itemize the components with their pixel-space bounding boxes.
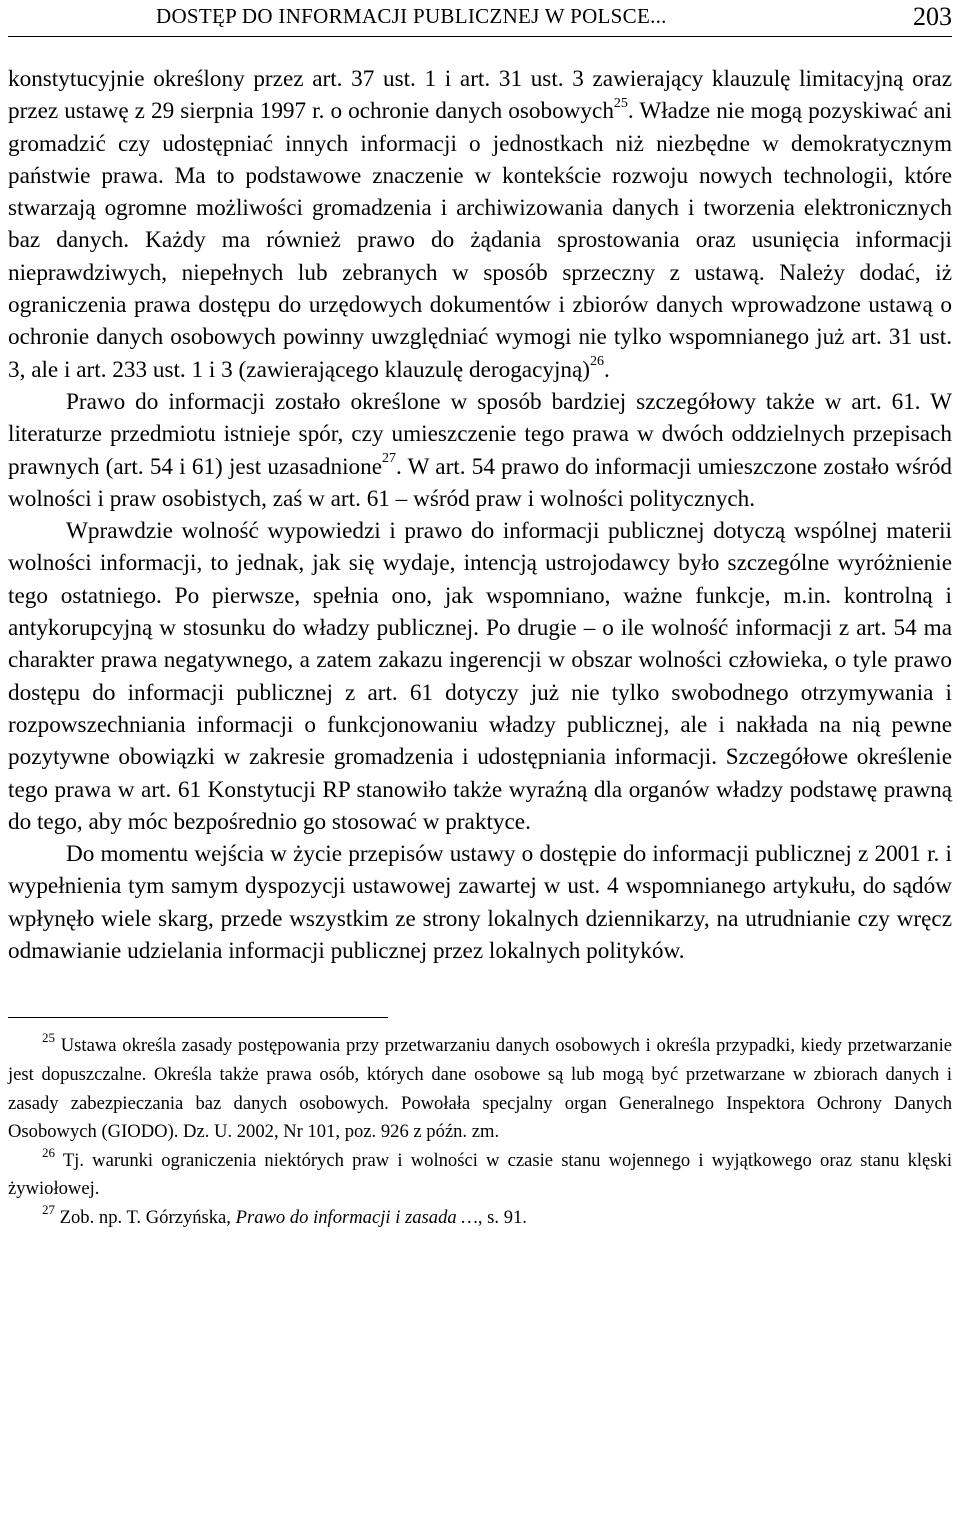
footnote-27 — [8, 1201, 952, 1233]
paragraph-3: Wprawdzie wolność wypowiedzi i prawo do informacji publicznej dotyczą wspólnej materii wolności informacji, to jednak, jak się wydaje, intencją ustrojodawcy było szczególne wyróżnienie tego ostatniego. Po pierwsze, spełnia ono, jak wspomniano, ważne funkcje, m.in. kontrolną i antykorupcyjną w stosunku do władzy publicznej. Po drugie – o ile wolność informacji z art. 54 ma charakter prawa negatywnego, a zatem zakazu ingerencji w obszar wolności człowieka, o tyle prawo dostępu do informacji publicznej z art. 61 dotyczy już nie tylko swobodnego otrzymywania i rozpowszechniania informacji o funkcjonowaniu władzy publicznej, ale i nakłada na nią pewne pozytywne obowiązki w zakresie gromadzenia i udostępniania informacji. Szczegółowe określenie tego prawa w art. 61 Konstytucji RP stanowiło także wyraźną dla organów władzy podstawę prawną do tego, aby móc bezpośrednio go stosować w praktyce. — [8, 518, 952, 835]
paragraph-1 — [8, 63, 952, 386]
footnotes — [8, 1032, 952, 1232]
footnote-text: Ustawa określa zasady postępowania przy przetwarzaniu danych osobowych i określa przypadki, kiedy przetwarzanie jest dopuszczalne. Określa także prawa osób, których dane osobowe są lub mogą być przetwarzane w zbiorach danych i zasady zabezpieczania baz danych osobowych. Powołała specjalny organ Generalnego Inspektora Ochrony Danych Osobowych (GIODO). Dz. U. 2002, Nr 101, poz. 926 z późn. zm. — [8, 1035, 952, 1143]
footnote-number: 25 — [42, 1030, 55, 1046]
running-header — [8, 2, 952, 37]
paragraph-1-part-b: . Władze nie mogą pozyskiwać ani gromadzić czy udostępniać innych informacji o jednostkach niż niezbędne w demokratycznym państwie prawa. Ma to podstawowe znaczenie w kontekście rozwoju nowych technologii, które stwarzają ogromne możliwości gromadzenia i archiwizowania danych i tworzenia elektronicznych baz danych. Każdy ma również prawo do żądania sprostowania oraz usunięcia informacji nieprawdziwych, niepełnych lub zebranych w sposób sprzeczny z ustawą. Należy dodać, iż ograniczenia prawa dostępu do urzędowych dokumentów i zbiorów danych wprowadzone ustawą o ochronie danych osobowych powinny uwzględniać wymogi nie tylko wspomnianego już art. 31 ust. 3, ale i art. 233 ust. 1 i 3 (zawierającego klauzulę derogacyjną) — [8, 98, 952, 383]
footnote-ref-25: 25 — [613, 95, 628, 111]
footnote-number: 26 — [42, 1144, 55, 1160]
paragraph-2-part-a: Prawo do informacji zostało określone w sposób bardziej szczegółowy także w art. 61. W literaturze przedmiotu istnieje spór, czy umieszczenie tego prawa w dwóch oddzielnych przepisach prawnych (art. 54 i 61) jest uzasadnione — [8, 388, 952, 480]
paragraph-4: Do momentu wejścia w życie przepisów ustawy o dostępie do informacji publicznej z 2001 r. i wypełnienia tym samym dyspozycji ustawowej zawartej w ust. 4 wspomnianego artykułu, do sądów wpłynęło wiele skarg, przede wszystkim ze strony lokalnych dziennikarzy, na utrudnianie czy wręcz odmawianie udzielania informacji publicznej przez lokalnych polityków. — [8, 841, 952, 965]
page-number: 203 — [913, 2, 952, 31]
main-text — [8, 63, 952, 967]
footnote-text-before: Zob. np. T. Górzyńska, — [59, 1206, 236, 1228]
document-page — [8, 0, 952, 1232]
paragraph-1-part-c: . — [604, 356, 610, 383]
footnote-ref-26: 26 — [590, 353, 605, 369]
paragraph-2 — [8, 386, 952, 515]
footnote-text-after: , s. 91. — [477, 1206, 527, 1228]
footnote-number: 27 — [42, 1201, 55, 1217]
cited-work-title: Prawo do informacji i zasada … — [235, 1206, 478, 1228]
paragraph-2-part-b: . W art. 54 prawo do informacji umieszczone zostało wśród wolności i praw osobistych, zaś w art. 61 – wśród praw i wolności politycznych. — [8, 453, 953, 512]
footnote-ref-27: 27 — [382, 450, 397, 466]
running-title: DOSTĘP DO INFORMACJI PUBLICZNEJ W POLSCE... — [156, 4, 667, 28]
footnote-25 — [8, 1032, 952, 1146]
footnote-text: Tj. warunki ograniczenia niektórych praw i wolności w czasie stanu wojennego i wyjątkowego oraz stanu klęski żywiołowej. — [8, 1149, 952, 1200]
footnote-separator — [8, 1017, 388, 1018]
footnote-26 — [8, 1144, 952, 1204]
paragraph-1-part-a: konstytucyjnie określony przez art. 37 ust. 1 i art. 31 ust. 3 zawierający klauzulę limitacyjną oraz przez ustawę z 29 sierpnia 1997 r. o ochronie danych osobowych — [8, 66, 952, 125]
